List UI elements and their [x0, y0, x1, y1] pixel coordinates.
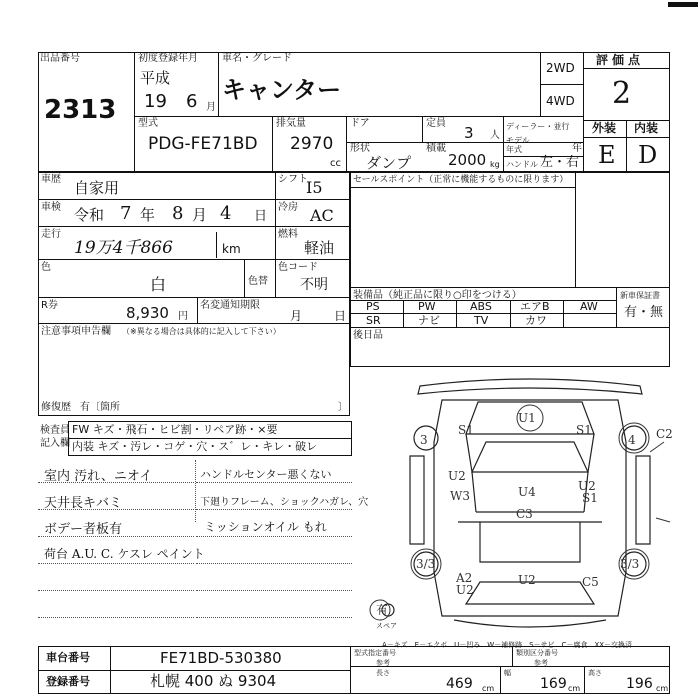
displacement: 2970	[290, 134, 334, 154]
mark-w3: W3	[450, 489, 470, 503]
divider	[512, 646, 513, 666]
first-reg-label: 初度登録年月	[138, 53, 198, 64]
mark-s1-right: S1	[576, 423, 592, 437]
warranty-label: 新車保証書	[620, 291, 660, 300]
divider	[38, 199, 275, 200]
inspector-row2: 内装 キズ・汚レ・コゲ・穴・ス゛レ・キレ・破レ	[72, 440, 318, 453]
equip-leather: カワ	[525, 314, 547, 327]
note-rule	[38, 590, 194, 591]
note-left-4: 荷台 A.U. C. ケスレ ペイント	[44, 547, 205, 561]
repair-close: 〕	[338, 402, 348, 413]
width: 169	[540, 676, 567, 692]
color-change-label: 色替	[248, 276, 268, 287]
mark-a2: A2	[456, 571, 473, 585]
mark-4: 4	[628, 433, 636, 447]
divider	[38, 259, 275, 260]
divider	[275, 259, 350, 260]
history: 自家用	[74, 179, 120, 197]
mark-u2-rear: U2	[518, 573, 536, 587]
divider	[38, 670, 350, 671]
notice-month-unit: 月	[290, 309, 303, 323]
note-right-1: ハンドルセンター悪くない	[200, 468, 332, 481]
divider	[134, 116, 583, 117]
fuel: 軽油	[304, 239, 335, 257]
load-label: 積載	[426, 143, 446, 154]
score: 2	[612, 76, 632, 111]
inspector-label2: 記入欄	[40, 438, 70, 449]
divider	[350, 287, 670, 288]
divider	[346, 116, 347, 172]
divider	[38, 226, 275, 227]
recycle-label: R券	[41, 300, 58, 311]
displacement-unit: cc	[330, 158, 341, 169]
divider	[503, 116, 504, 172]
divider	[275, 226, 350, 227]
divider	[350, 646, 351, 694]
colorcode-label: 色コード	[278, 262, 318, 273]
mark-spare: 有	[376, 603, 389, 617]
divider	[510, 300, 511, 327]
type-num-label: 型式指定番号	[354, 649, 396, 657]
history-label: 車歴	[41, 174, 61, 185]
model: PDG-FE71BD	[148, 134, 258, 154]
equip-ps: PS	[366, 300, 380, 313]
recycle-amount: 8,930	[126, 304, 169, 322]
type-num-ref: 参考	[376, 659, 390, 667]
notes-label: 注意事項申告欄	[41, 326, 111, 337]
damage-legend: A－キズ E－エクボ U－凹み W－補修跡 S－サビ C－腐食 XX－交換済	[382, 641, 633, 649]
divider	[350, 187, 575, 188]
inspection-month-unit: 月	[192, 206, 208, 224]
width-unit: cm	[568, 684, 581, 693]
modelyear-unit: 年	[572, 143, 582, 154]
notice-label: 名変通知期限	[200, 300, 260, 311]
divider	[244, 259, 245, 297]
sales-label: セールスポイント（正常に機能するものに限ります）	[353, 175, 569, 185]
plate: 札幌 400 ぬ 9304	[150, 672, 277, 690]
mark-c2: C2	[656, 427, 673, 441]
note-rule	[196, 536, 352, 537]
divider	[584, 666, 585, 694]
divider	[68, 438, 352, 439]
equip-abs: ABS	[470, 300, 492, 313]
divider	[563, 300, 564, 327]
reg-year: 19	[144, 91, 167, 112]
color: 白	[150, 275, 167, 294]
fuel-label: 燃料	[278, 229, 298, 240]
divider	[626, 120, 627, 172]
equip-sr: SR	[366, 314, 381, 327]
class-num-label: 類別区分番号	[516, 649, 558, 657]
note-left-3: ボデー者板有	[44, 522, 123, 537]
inspection-year: 7	[120, 203, 132, 224]
inspection-label: 車検	[41, 202, 61, 213]
divider	[38, 323, 350, 324]
repair-label: 修復歴	[41, 402, 71, 413]
divider	[575, 172, 576, 287]
inspection-era: 令和	[74, 206, 105, 224]
note-rule	[38, 617, 194, 618]
mark-c3: C3	[516, 507, 533, 521]
divider	[216, 232, 217, 258]
length-unit: cm	[482, 684, 495, 693]
note-right-3: ミッションオイル もれ	[204, 520, 327, 534]
model-label: 型式	[138, 118, 158, 129]
lot-label: 出品番号	[40, 53, 80, 64]
divider	[110, 646, 111, 694]
notice-day-unit: 日	[334, 309, 347, 323]
chassis-label: 車台番号	[46, 651, 90, 664]
repair: 有〔箇所	[80, 402, 120, 413]
divider	[275, 199, 350, 200]
sales-frame	[350, 172, 670, 367]
divider	[456, 300, 457, 327]
note-right-2: 下廻りフレーム、ショックハガレ、穴	[200, 497, 369, 508]
mark-u2-rear-left: U2	[456, 583, 474, 597]
inspection-day: 4	[220, 203, 232, 224]
plate-label: 登録番号	[46, 675, 90, 688]
shift: I5	[306, 178, 323, 197]
mark-c5: C5	[582, 575, 599, 589]
divider	[272, 116, 273, 172]
divider	[195, 460, 196, 522]
shape-label: 形状	[350, 143, 370, 154]
shape: ダンプ	[366, 154, 412, 172]
mileage-label: 走行	[41, 229, 61, 240]
mark-u4: U4	[518, 485, 536, 499]
notes-sub: （※異なる場合は具体的に記入して下さい）	[122, 327, 281, 336]
mark-s1-left: S1	[458, 423, 474, 437]
note-left-2: 天井長キバミ	[44, 496, 123, 511]
equip-aw: AW	[580, 300, 598, 313]
divider	[134, 52, 135, 172]
header-frame	[38, 52, 670, 172]
divider	[38, 297, 350, 298]
divider	[616, 287, 617, 327]
warranty: 有・無	[624, 305, 664, 320]
dealer-label: ディーラー・並行	[506, 122, 570, 131]
inspection-day-unit: 日	[254, 209, 268, 224]
mark-33-right: 3/3	[620, 557, 640, 571]
interior-grade: D	[638, 141, 658, 169]
handle: 左・右	[540, 155, 580, 170]
divider	[583, 52, 584, 172]
era: 平成	[140, 69, 171, 87]
drive-4wd: 4WD	[546, 94, 575, 108]
exterior-label: 外装	[592, 121, 617, 135]
divider	[350, 327, 670, 328]
mark-s1-mid: S1	[582, 491, 598, 505]
mark-u2-left: U2	[448, 469, 466, 483]
length-label: 長さ	[376, 669, 390, 677]
modelyear-label1: モデル	[506, 136, 530, 145]
note-rule	[196, 482, 352, 483]
drive-2wd: 2WD	[546, 61, 575, 75]
exterior-grade: E	[598, 141, 616, 169]
modelyear-label2: 年式	[506, 145, 522, 154]
shift-label: シフト	[278, 174, 308, 185]
inspection-month: 8	[172, 203, 184, 224]
height: 196	[626, 676, 653, 692]
door-label: ドア	[350, 118, 370, 129]
note-rule	[196, 590, 352, 591]
equipment-label: 装備品（純正品に限り○印をつける）	[353, 290, 522, 301]
width-label: 幅	[504, 669, 511, 677]
ac: AC	[310, 206, 334, 225]
equip-navi: ナビ	[418, 314, 440, 327]
divider	[218, 52, 219, 116]
divider	[275, 172, 276, 297]
corner-mark	[668, 2, 698, 7]
divider	[500, 666, 501, 694]
divider	[540, 84, 583, 85]
name-label: 車名・グレード	[222, 53, 292, 64]
load: 2000	[448, 151, 487, 169]
class-num-ref: 参考	[534, 659, 548, 667]
mark-u2-right: U2	[578, 479, 596, 493]
mileage: 19万4千866	[74, 238, 173, 258]
divider	[403, 300, 404, 327]
mileage-unit: km	[222, 242, 241, 256]
car-name: キャンター	[222, 76, 342, 104]
capacity: 3	[464, 124, 474, 142]
recycle-unit: 円	[178, 311, 188, 322]
capacity-unit: 人	[490, 130, 500, 141]
spare-label: スペア	[376, 622, 397, 630]
mark-33-left: 3/3	[416, 557, 436, 571]
equip-pw: PW	[418, 300, 436, 313]
month-unit: 月	[206, 102, 216, 113]
note-rule	[196, 509, 352, 510]
height-unit: cm	[656, 684, 669, 693]
car-diagram	[376, 372, 680, 638]
handle-label: ハンドル	[506, 160, 538, 169]
color-label: 色	[41, 262, 51, 273]
note-rule	[196, 617, 352, 618]
score-label: 評価点	[596, 53, 645, 67]
mark-3: 3	[420, 433, 428, 447]
equip-tv: TV	[474, 314, 489, 327]
divider	[350, 666, 670, 667]
note-rule	[196, 563, 352, 564]
divider	[583, 68, 670, 69]
aftermarket-label: 後日品	[353, 330, 383, 341]
equip-airbag: エアB	[520, 300, 550, 313]
chassis: FE71BD-530380	[160, 649, 282, 667]
interior-label: 内装	[634, 121, 659, 135]
inspector-row1: FW キズ・飛石・ヒビ割・リペア跡・×要	[72, 423, 278, 436]
divider	[346, 142, 583, 143]
colorcode: 不明	[300, 277, 328, 293]
height-label: 高さ	[588, 669, 602, 677]
divider	[422, 116, 423, 142]
load-unit: kg	[490, 160, 500, 169]
length: 469	[446, 676, 473, 692]
displacement-label: 排気量	[276, 118, 306, 129]
divider	[197, 297, 198, 323]
inspector-label1: 検査員	[40, 425, 70, 436]
capacity-label: 定員	[426, 118, 446, 129]
lot-number: 2313	[44, 95, 117, 125]
note-left-1: 室内 汚れ、ニオイ	[44, 469, 153, 484]
note-rule	[38, 563, 194, 564]
mark-u1: U1	[518, 411, 536, 425]
inspection-year-unit: 年	[140, 206, 156, 224]
reg-month: 6	[186, 91, 198, 112]
ac-label: 冷房	[278, 202, 298, 213]
